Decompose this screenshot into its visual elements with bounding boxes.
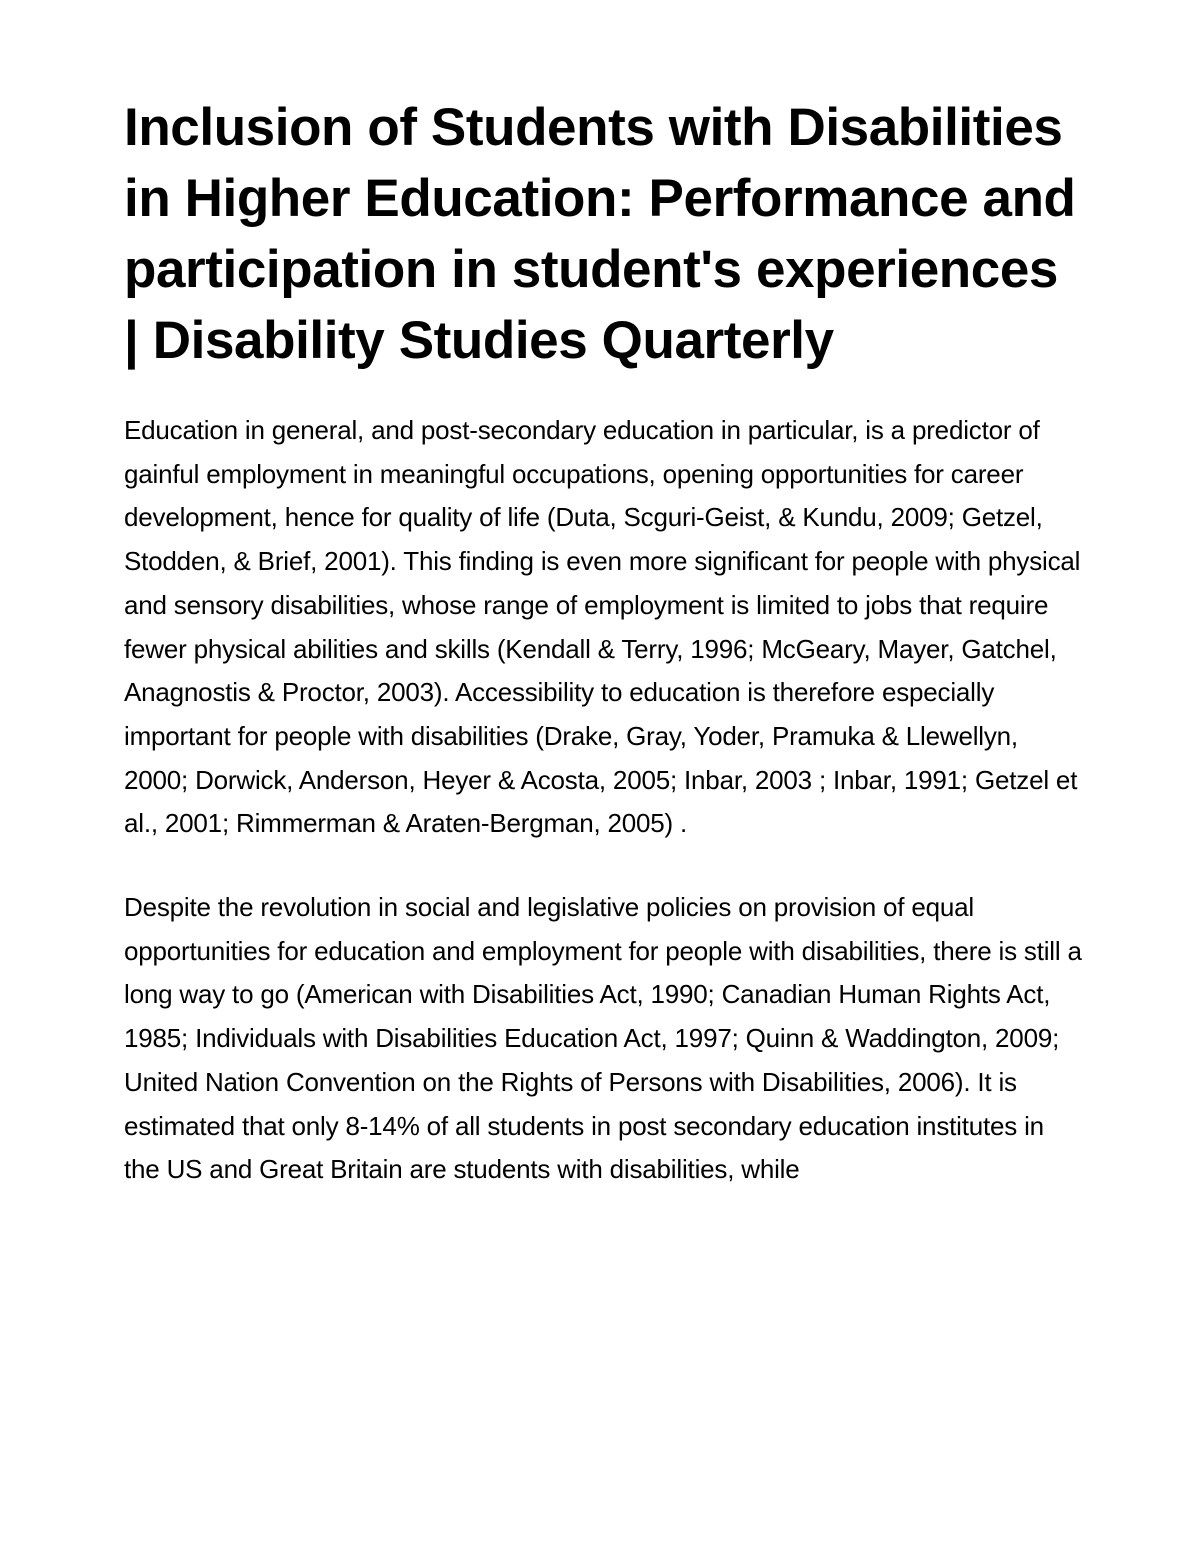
body-paragraph-1: Education in general, and post-secondary education in particular, is a predictor of gainful employment in meaningful occupations, opening opportunities for career development, hence for quality of life (Duta, Scguri-Geist, & Kundu, 2009; Getzel, Stodden, & Brief, 2001). This finding is even more significant for people with physical and sensory disabilities, whose range of employment is limited to jobs that require fewer physical abilities and skills (Kendall & Terry, 1996; McGeary, Mayer, Gatchel, Anagnostis & Proctor, 2003). Accessibility to education is therefore especially important for people with disabilities (Drake, Gray, Yoder, Pramuka & Llewellyn, 2000; Dorwick, Anderson, Heyer & Acosta, 2005; Inbar, 2003 ; Inbar, 1991; Getzel et al., 2001; Rimmerman & Araten-Bergman, 2005) . bbox=[124, 415, 1081, 839]
body-paragraph-2: Despite the revolution in social and legislative policies on provision of equal opportunities for education and employment for people with disabilities, there is still a long way to go (American with Disabilities Act, 1990; Canadian Human Rights Act, 1985; Individuals with Disabilities Education Act, 1997; Quinn & Waddington, 2009; United Nation Convention on the Rights of Persons with Disabilities, 2006). It is estimated that only 8-14% of all students in post secondary education institutes in the US and Great Britain are students with disabilities, while bbox=[124, 892, 1082, 1185]
article-title: Inclusion of Students with Disabilities in Higher Education: Performance and participation in student's experiences | Disability Studies Quarterly bbox=[124, 98, 1076, 370]
article bbox=[124, 92, 1084, 1192]
